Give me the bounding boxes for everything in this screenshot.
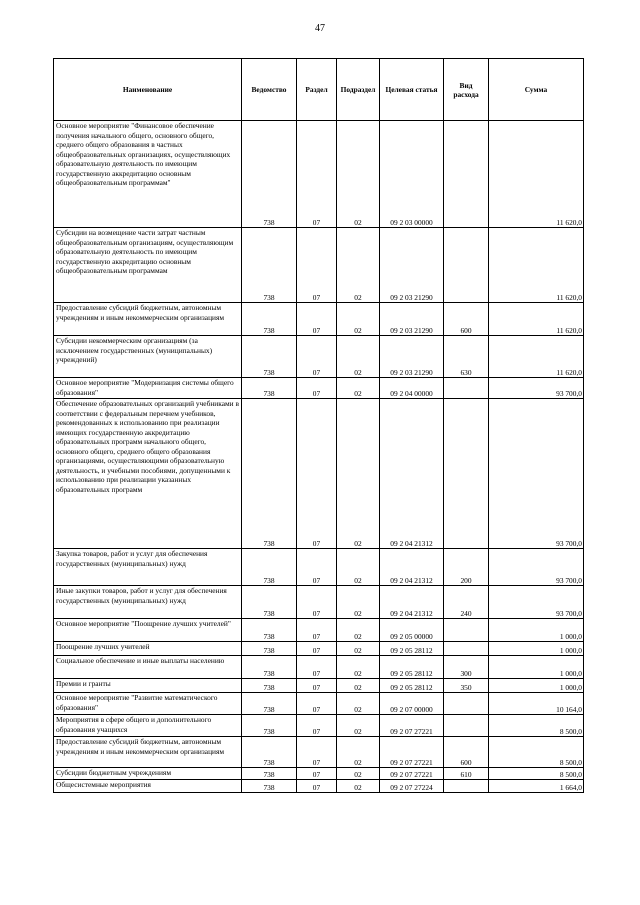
row-section-cell: 07 [297, 679, 337, 693]
row-expense-type-cell [444, 619, 489, 642]
row-sum-cell: 1 000,0 [489, 619, 584, 642]
row-subsection-cell: 02 [337, 303, 380, 336]
header-section: Раздел [297, 59, 337, 121]
table-row [54, 679, 584, 693]
table-row [54, 586, 584, 619]
row-expense-type-cell [444, 228, 489, 303]
row-target-article-cell: 09 2 03 21290 [380, 336, 444, 378]
row-expense-type-cell [444, 642, 489, 656]
row-subsection-cell: 02 [337, 586, 380, 619]
row-subsection-cell: 02 [337, 378, 380, 399]
table-row [54, 693, 584, 715]
row-name-cell: Общесистемные мероприятия [54, 780, 242, 793]
row-department-cell: 738 [242, 228, 297, 303]
header-expense-type: Вид расхода [444, 59, 489, 121]
row-subsection-cell: 02 [337, 549, 380, 586]
row-target-article-cell: 09 2 04 00000 [380, 378, 444, 399]
row-sum-cell: 93 700,0 [489, 378, 584, 399]
row-department-cell: 738 [242, 549, 297, 586]
row-name-cell: Предоставление субсидий бюджетным, автономным учреждениям и иным некоммерческим организациям [54, 737, 242, 768]
row-target-article-cell: 09 2 05 28112 [380, 656, 444, 679]
header-subsection: Подраздел [337, 59, 380, 121]
header-department: Ведомство [242, 59, 297, 121]
row-name-cell: Иные закупки товаров, работ и услуг для обеспечения государственных (муниципальных) нужд [54, 586, 242, 619]
row-expense-type-cell [444, 780, 489, 793]
row-department-cell: 738 [242, 679, 297, 693]
row-subsection-cell: 02 [337, 715, 380, 737]
row-section-cell: 07 [297, 303, 337, 336]
row-name-cell: Социальное обеспечение и иные выплаты населению [54, 656, 242, 679]
row-subsection-cell: 02 [337, 228, 380, 303]
row-target-article-cell: 09 2 07 27221 [380, 715, 444, 737]
row-name-cell: Закупка товаров, работ и услуг для обеспечения государственных (муниципальных) нужд [54, 549, 242, 586]
table-row [54, 642, 584, 656]
table-row [54, 303, 584, 336]
row-department-cell: 738 [242, 768, 297, 780]
row-name-cell: Мероприятия в сфере общего и дополнительного образования учащихся [54, 715, 242, 737]
table-row [54, 768, 584, 780]
row-section-cell: 07 [297, 549, 337, 586]
row-expense-type-cell [444, 715, 489, 737]
row-sum-cell: 1 000,0 [489, 642, 584, 656]
budget-table [53, 58, 584, 793]
table-header-row [54, 59, 584, 121]
row-department-cell: 738 [242, 619, 297, 642]
row-target-article-cell: 09 2 07 27221 [380, 768, 444, 780]
row-sum-cell: 10 164,0 [489, 693, 584, 715]
row-section-cell: 07 [297, 619, 337, 642]
row-name-cell: Основное мероприятие "Поощрение лучших учителей" [54, 619, 242, 642]
table-row [54, 378, 584, 399]
row-section-cell: 07 [297, 780, 337, 793]
table-row [54, 737, 584, 768]
row-name-cell: Основное мероприятие "Финансовое обеспечение получения начального общего, основного общего, среднего общего образования в частных общеобразовательных организациях, осуществляющих образовательную деятельность по имеющим государственную аккредитацию основным общеобразовательным программам" [54, 121, 242, 228]
row-section-cell: 07 [297, 399, 337, 549]
row-subsection-cell: 02 [337, 336, 380, 378]
row-sum-cell: 93 700,0 [489, 399, 584, 549]
row-expense-type-cell: 300 [444, 656, 489, 679]
row-subsection-cell: 02 [337, 399, 380, 549]
row-subsection-cell: 02 [337, 642, 380, 656]
table-row [54, 228, 584, 303]
table-row [54, 780, 584, 793]
row-expense-type-cell: 240 [444, 586, 489, 619]
row-expense-type-cell: 350 [444, 679, 489, 693]
row-subsection-cell: 02 [337, 656, 380, 679]
row-subsection-cell: 02 [337, 619, 380, 642]
header-target-article: Целевая статья [380, 59, 444, 121]
row-subsection-cell: 02 [337, 693, 380, 715]
page-number: 47 [315, 23, 325, 34]
row-department-cell: 738 [242, 336, 297, 378]
row-expense-type-cell [444, 693, 489, 715]
row-name-cell: Обеспечение образовательных организаций учебниками в соответствии с федеральным перечнем учебников, рекомендованных к использованию при реализации имеющих государственную аккредитацию образовательных программ начального общего, основного общего, среднего общего образования организациями, осуществляющими образовательную деятельность, и учебными пособиями, допущенными к использованию при реализации указанных образовательных программ [54, 399, 242, 549]
row-subsection-cell: 02 [337, 121, 380, 228]
row-sum-cell: 93 700,0 [489, 586, 584, 619]
row-department-cell: 738 [242, 737, 297, 768]
row-section-cell: 07 [297, 378, 337, 399]
row-department-cell: 738 [242, 693, 297, 715]
row-section-cell: 07 [297, 642, 337, 656]
row-target-article-cell: 09 2 07 27221 [380, 737, 444, 768]
row-department-cell: 738 [242, 303, 297, 336]
row-target-article-cell: 09 2 03 21290 [380, 303, 444, 336]
table-row [54, 336, 584, 378]
row-section-cell: 07 [297, 586, 337, 619]
row-section-cell: 07 [297, 737, 337, 768]
row-department-cell: 738 [242, 399, 297, 549]
row-subsection-cell: 02 [337, 768, 380, 780]
row-section-cell: 07 [297, 121, 337, 228]
row-sum-cell: 11 620,0 [489, 228, 584, 303]
row-target-article-cell: 09 2 04 21312 [380, 549, 444, 586]
row-name-cell: Поощрение лучших учителей [54, 642, 242, 656]
row-sum-cell: 8 500,0 [489, 768, 584, 780]
row-sum-cell: 11 620,0 [489, 303, 584, 336]
row-target-article-cell: 09 2 07 00000 [380, 693, 444, 715]
row-subsection-cell: 02 [337, 780, 380, 793]
row-department-cell: 738 [242, 656, 297, 679]
row-expense-type-cell [444, 399, 489, 549]
row-expense-type-cell: 600 [444, 737, 489, 768]
row-expense-type-cell: 630 [444, 336, 489, 378]
row-section-cell: 07 [297, 715, 337, 737]
row-department-cell: 738 [242, 642, 297, 656]
header-sum: Сумма [489, 59, 584, 121]
row-department-cell: 738 [242, 715, 297, 737]
row-target-article-cell: 09 2 04 21312 [380, 586, 444, 619]
table-row [54, 656, 584, 679]
row-target-article-cell: 09 2 07 27224 [380, 780, 444, 793]
row-name-cell: Премии и гранты [54, 679, 242, 693]
row-department-cell: 738 [242, 780, 297, 793]
row-sum-cell: 1 664,0 [489, 780, 584, 793]
row-section-cell: 07 [297, 656, 337, 679]
table-row [54, 399, 584, 549]
row-sum-cell: 8 500,0 [489, 737, 584, 768]
row-sum-cell: 1 000,0 [489, 679, 584, 693]
row-subsection-cell: 02 [337, 737, 380, 768]
row-target-article-cell: 09 2 04 21312 [380, 399, 444, 549]
row-target-article-cell: 09 2 03 00000 [380, 121, 444, 228]
header-name: Наименование [54, 59, 242, 121]
row-target-article-cell: 09 2 05 28112 [380, 642, 444, 656]
row-name-cell: Основное мероприятие "Модернизация системы общего образования" [54, 378, 242, 399]
row-expense-type-cell: 610 [444, 768, 489, 780]
row-sum-cell: 11 620,0 [489, 336, 584, 378]
row-section-cell: 07 [297, 768, 337, 780]
row-target-article-cell: 09 2 03 21290 [380, 228, 444, 303]
row-department-cell: 738 [242, 586, 297, 619]
table-row [54, 715, 584, 737]
row-name-cell: Субсидии некоммерческим организациям (за исключением государственных (муниципальных) учреждений) [54, 336, 242, 378]
row-expense-type-cell [444, 378, 489, 399]
row-target-article-cell: 09 2 05 28112 [380, 679, 444, 693]
row-section-cell: 07 [297, 228, 337, 303]
row-name-cell: Основное мероприятие "Развитие математического образования" [54, 693, 242, 715]
row-department-cell: 738 [242, 121, 297, 228]
row-expense-type-cell: 200 [444, 549, 489, 586]
row-name-cell: Субсидии на возмещение части затрат частным общеобразовательным организациям, осуществляющим образовательную деятельность по имеющим государственную аккредитацию основным общеобразовательным программам [54, 228, 242, 303]
row-expense-type-cell: 600 [444, 303, 489, 336]
row-sum-cell: 1 000,0 [489, 656, 584, 679]
row-expense-type-cell [444, 121, 489, 228]
row-sum-cell: 8 500,0 [489, 715, 584, 737]
row-sum-cell: 93 700,0 [489, 549, 584, 586]
table-row [54, 121, 584, 228]
row-name-cell: Субсидии бюджетным учреждениям [54, 768, 242, 780]
row-target-article-cell: 09 2 05 00000 [380, 619, 444, 642]
row-section-cell: 07 [297, 693, 337, 715]
row-department-cell: 738 [242, 378, 297, 399]
row-subsection-cell: 02 [337, 679, 380, 693]
row-name-cell: Предоставление субсидий бюджетным, автономным учреждениям и иным некоммерческим организациям [54, 303, 242, 336]
row-sum-cell: 11 620,0 [489, 121, 584, 228]
row-section-cell: 07 [297, 336, 337, 378]
table-row [54, 549, 584, 586]
table-row [54, 619, 584, 642]
